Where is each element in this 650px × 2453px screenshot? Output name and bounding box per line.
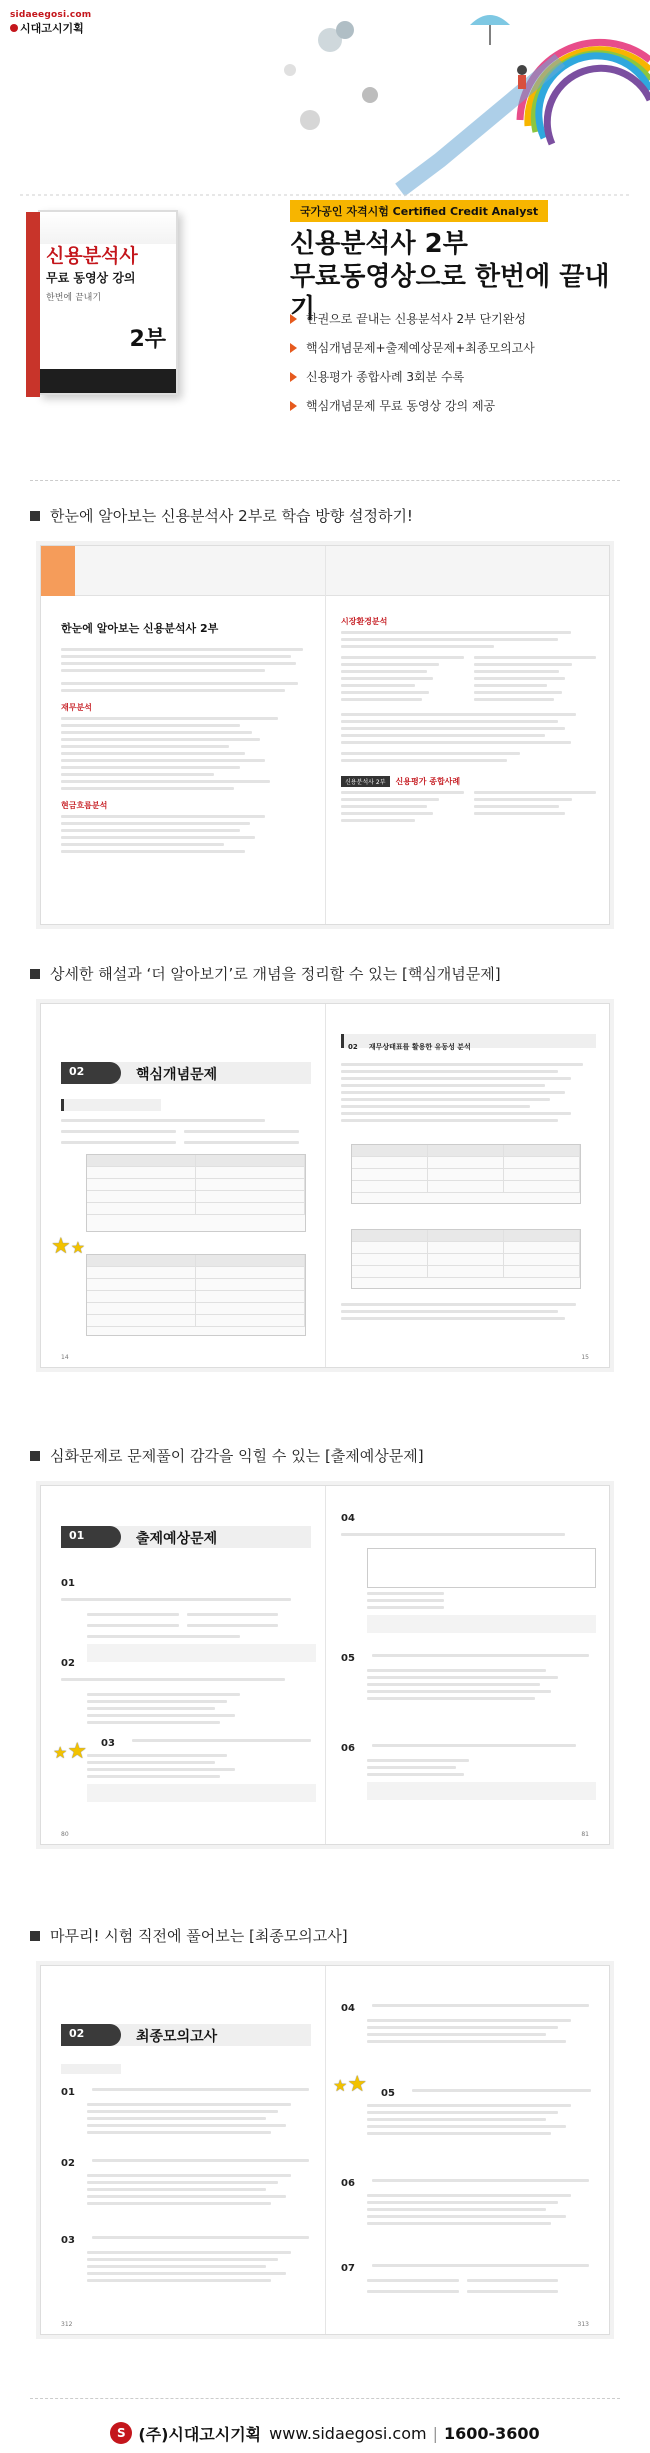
preview-final-mock-exam	[40, 1965, 610, 2335]
star-icon: ★	[333, 2076, 348, 2095]
question-04: 04	[341, 1506, 596, 1633]
page-number-left: 80	[61, 1831, 69, 1838]
star-icon: ★	[70, 1238, 86, 1257]
final-question-05: 05	[341, 2081, 596, 2139]
brand-logo-icon	[10, 24, 18, 32]
divider	[30, 2398, 620, 2399]
divider	[30, 480, 620, 481]
question-02: 02	[61, 1651, 316, 1728]
tree-icon	[284, 21, 378, 130]
overview-heading: 한눈에 알아보는 신용분석사 2부	[61, 622, 219, 635]
feature-list	[290, 310, 535, 426]
person-icon	[517, 65, 527, 89]
chapter-title: 최종모의고사	[136, 2029, 218, 2045]
star-icon: ★	[347, 2072, 368, 2097]
brand-name: 시대고시기획	[10, 20, 120, 36]
page-number-left: 312	[61, 2321, 73, 2328]
star-decoration	[51, 1236, 85, 1258]
concept-table	[86, 1154, 306, 1232]
comparison-table	[351, 1144, 581, 1204]
left-subheading-1: 재무분석	[61, 703, 92, 712]
square-bullet-icon	[30, 511, 40, 521]
book-badge: 한번에 끝내기	[46, 292, 102, 303]
preview-core-concepts	[40, 1003, 610, 1368]
rainbow-icon	[520, 42, 650, 144]
section-heading-1: 한눈에 알아보는 신용분석사 2부로 학습 방향 설정하기!	[30, 505, 413, 526]
book-part: 2부	[129, 327, 166, 352]
question-03: 03	[61, 1731, 316, 1802]
bullet-arrow-icon	[290, 401, 297, 411]
umbrella-icon	[470, 15, 510, 45]
bullet-arrow-icon	[290, 314, 297, 324]
section-tag-row	[341, 776, 596, 787]
section-heading-4: 마무리! 시험 직전에 풀어보는 [최종모의고사]	[30, 1925, 348, 1946]
feature-item: 신용평가 종합사례 3회분 수록	[290, 368, 535, 385]
final-question-04: 04	[341, 1996, 596, 2047]
star-icon: ★	[53, 1743, 68, 1762]
brand-url: sidaeegosi.com	[10, 10, 92, 20]
square-bullet-icon	[30, 969, 40, 979]
overview-left-column	[61, 644, 316, 857]
right-page-content	[341, 1059, 596, 1126]
footer-separator: |	[432, 2423, 438, 2443]
left-subheading-2: 현금흐름분석	[61, 801, 108, 810]
footer-phone[interactable]: 1600-3600	[443, 2423, 540, 2443]
hero-title-line-2: 무료동영상으로 한번에 끝내기	[290, 261, 610, 324]
section-heading-2: 상세한 해설과 ‘더 알아보기’로 개념을 정리할 수 있는 [핵심개념문제]	[30, 963, 501, 984]
page-number-right: 313	[577, 2321, 589, 2328]
chapter-badge: 01	[61, 1526, 121, 1548]
square-bullet-icon	[30, 1451, 40, 1461]
question-01: 01	[61, 1571, 316, 1662]
final-question-07: 07	[341, 2256, 596, 2297]
book-cover	[38, 210, 178, 395]
right-section-bar: 02 재무상태표를 활용한 유동성 분석	[341, 1034, 596, 1048]
hero-tag: 국가공인 자격시험 Certified Credit Analyst	[290, 200, 548, 222]
bullet-arrow-icon	[290, 372, 297, 382]
company-logo-icon: S	[110, 2422, 132, 2444]
final-question-01: 01	[61, 2064, 316, 2138]
chapter-badge: 02	[61, 1062, 121, 1084]
section-heading-3: 심화문제로 문제풀이 감각을 익힐 수 있는 [출제예상문제]	[30, 1445, 424, 1466]
more-info-table	[86, 1254, 306, 1336]
final-question-02: 02	[61, 2151, 316, 2209]
feature-item: 핵심개념문제+출제예상문제+최종모의고사	[290, 339, 535, 356]
overview-right-column	[341, 616, 596, 826]
question-05: 05	[341, 1646, 596, 1704]
page-gutter	[325, 546, 326, 924]
preview-overview	[40, 545, 610, 925]
bullet-arrow-icon	[290, 343, 297, 353]
book-title: 신용분석사	[46, 245, 138, 267]
page-gutter	[325, 1486, 326, 1844]
question-06: 06	[341, 1736, 596, 1800]
left-page-content	[61, 1099, 316, 1148]
final-question-06: 06	[341, 2171, 596, 2229]
final-question-03: 03	[61, 2228, 316, 2286]
book-subtitle: 무료 동영상 강의	[46, 270, 136, 285]
page-gutter	[325, 1004, 326, 1367]
feature-item: 한권으로 끝내는 신용분석사 2부 단기완성	[290, 310, 535, 327]
chapter-badge: 02	[61, 2024, 121, 2046]
preview-expected-questions	[40, 1485, 610, 1845]
footer-company: (주)시대고시기획	[138, 2424, 262, 2444]
book-top	[40, 212, 176, 244]
feature-item: 핵심개념문제 무료 동영상 강의 제공	[290, 397, 535, 414]
star-icon: ★	[51, 1234, 71, 1259]
chapter-tab	[41, 546, 75, 596]
page-number-left: 14	[61, 1354, 69, 1361]
star-icon: ★	[67, 1739, 88, 1764]
book-spine	[26, 212, 40, 397]
chapter-title: 출제예상문제	[136, 1531, 218, 1547]
right-page-notes	[341, 1299, 596, 1324]
footer-url[interactable]: www.sidaegosi.com	[269, 2423, 427, 2443]
hero-title-line-1: 신용분석사 2부	[290, 229, 468, 259]
section-tag: 신용분석사 2부	[341, 776, 390, 787]
footer	[0, 2410, 650, 2453]
square-bullet-icon	[30, 1931, 40, 1941]
right-subheading-1: 시장환경분석	[341, 617, 388, 626]
brand-logo[interactable]	[10, 10, 120, 36]
page-number-right: 81	[581, 1831, 589, 1838]
formula-table	[351, 1229, 581, 1289]
page-number-right: 15	[581, 1354, 589, 1361]
page-gutter	[325, 1966, 326, 2334]
book-footer-band	[40, 369, 176, 393]
chapter-title: 핵심개념문제	[136, 1067, 218, 1083]
right-subheading-2: 신용평가 종합사례	[395, 777, 461, 786]
